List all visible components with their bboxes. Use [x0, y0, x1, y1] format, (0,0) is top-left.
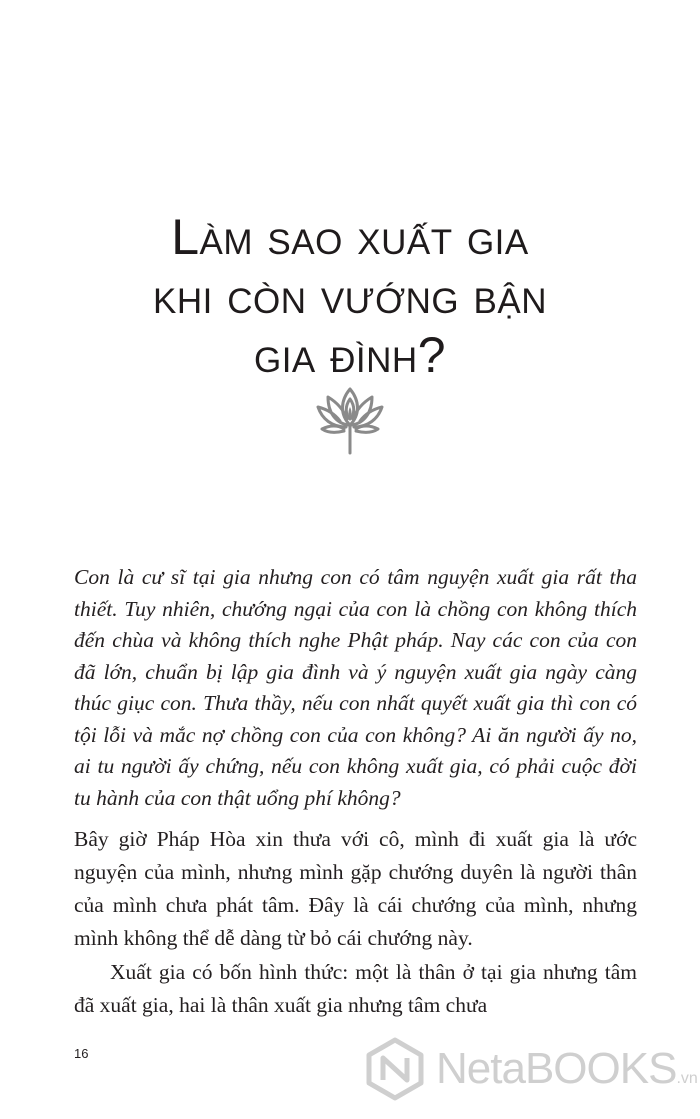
chapter-title-line-1: Làm sao xuất gia	[171, 209, 529, 265]
answer-paragraph-2: Xuất gia có bốn hình thức: một là thân ở tại gia nhưng tâm đã xuất gia, hai là thân xuất gia nhưng tâm chưa	[74, 960, 637, 1017]
answer-paragraph-1: Bây giờ Pháp Hòa xin thưa với cô, mình đi xuất gia là ước nguyện của mình, nhưng mình gặp chướng duyên là người thân của mình chưa phát tâm. Đây là cái chướng của mình, nhưng mình không thể dễ dàng từ bỏ cái chướng này.	[74, 827, 637, 950]
chapter-title	[0, 208, 700, 385]
lotus-icon	[314, 383, 386, 455]
chapter-title-line-2: khi còn vướng bận	[152, 268, 547, 324]
watermark	[364, 1027, 700, 1111]
netabooks-logo-icon	[364, 1036, 426, 1102]
watermark-brand: NetaBOOKS	[436, 1044, 677, 1093]
watermark-text	[436, 1044, 698, 1094]
reader-question: Con là cư sĩ tại gia nhưng con có tâm nguyện xuất gia rất tha thiết. Tuy nhiên, chướng ngại của con là chồng con không thích đến chùa và không thích nghe Phật pháp. Nay các con của con đã lớn, chuẩn bị lập gia đình và ý nguyện xuất gia ngày càng thúc giục con. Thưa thầy, nếu con nhất quyết xuất gia thì con có tội lỗi và mắc nợ chồng con của con không? Ai ăn người ấy no, ai tu người ấy chứng, nếu con không xuất gia, có phải cuộc đời tu hành của con thật uổng phí không?	[74, 565, 637, 810]
chapter-title-line-3: gia đình?	[253, 327, 447, 383]
watermark-suffix: .vn	[676, 1070, 698, 1087]
page-number: 16	[74, 1046, 89, 1061]
